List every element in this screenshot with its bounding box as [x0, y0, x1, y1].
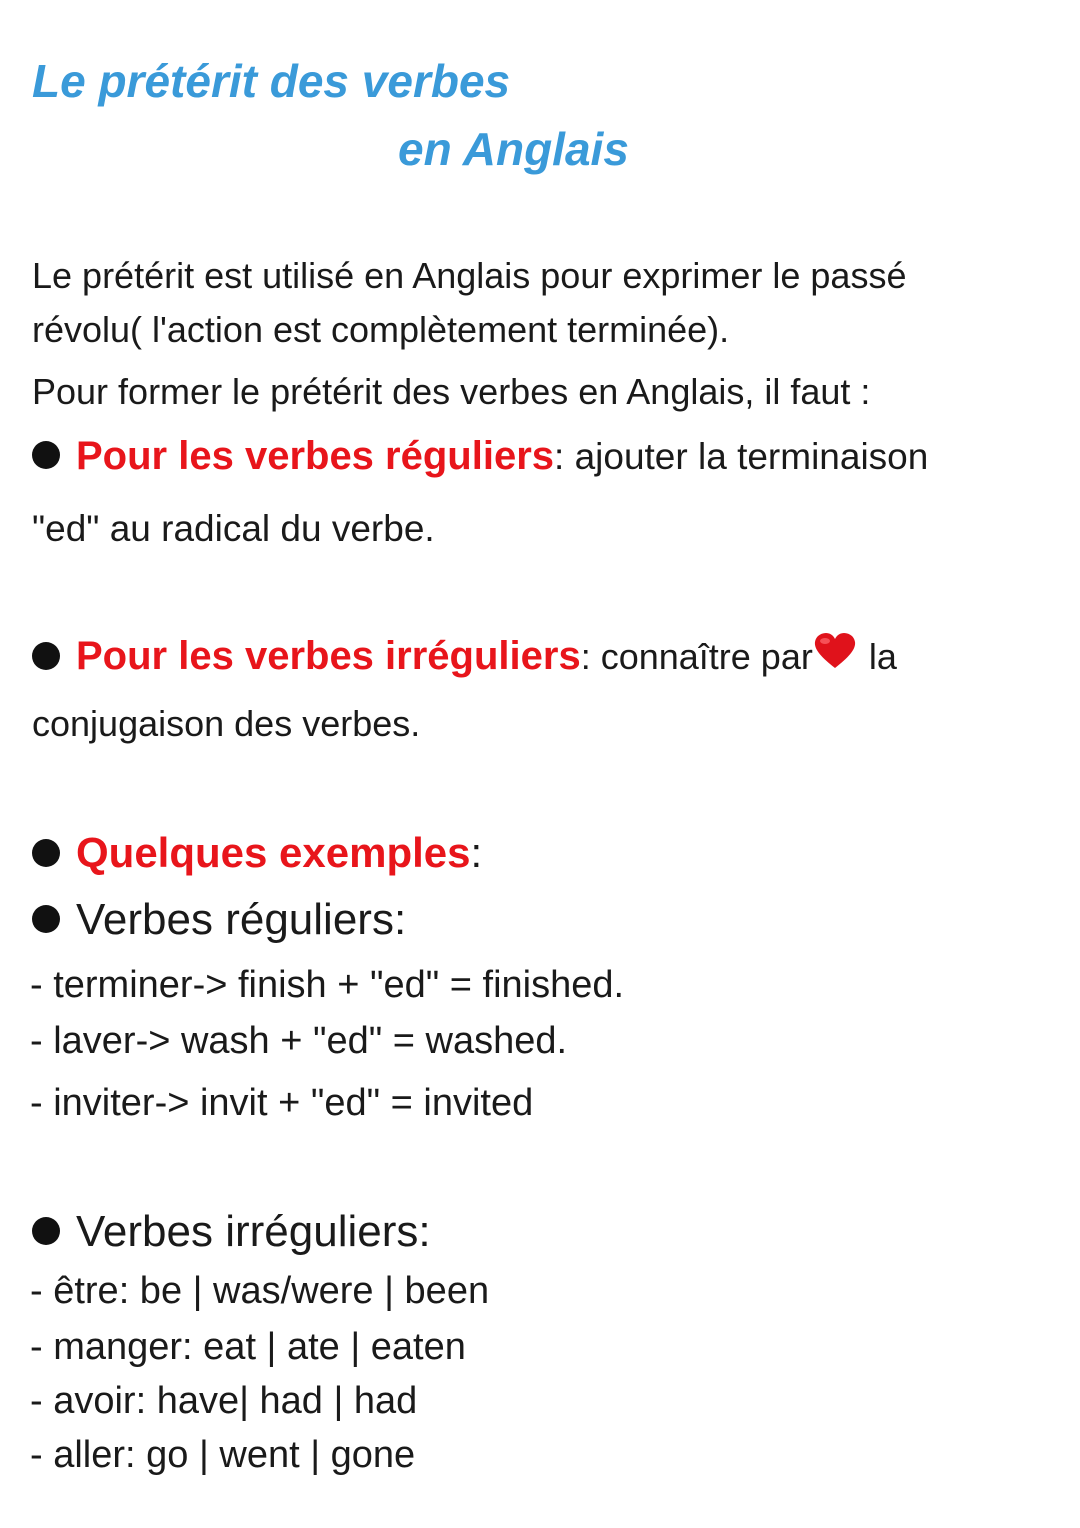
regular-examples-heading [32, 895, 407, 944]
irregular-rule-continuation: conjugaison des verbes. [32, 703, 421, 744]
examples-colon: : [470, 829, 483, 876]
example-item: - avoir: have| had | had [30, 1380, 418, 1422]
bullet-dot [32, 905, 60, 933]
irregular-rule-text-end: la [858, 636, 897, 678]
heart-icon [813, 632, 857, 677]
bullet-dot [32, 441, 60, 469]
irregular-rule-bullet [32, 636, 897, 681]
regular-rule-label: Pour les verbes réguliers [76, 434, 555, 478]
irregular-examples-heading-text: Verbes irréguliers: [76, 1207, 431, 1256]
regular-rule-continuation: "ed" au radical du verbe. [32, 508, 435, 549]
example-item: - terminer-> finish + "ed" = finished. [30, 964, 625, 1006]
irregular-rule-text: : connaître par [580, 636, 813, 678]
page-title-line-2: en Anglais [398, 123, 629, 175]
regular-rule-bullet [32, 436, 928, 476]
page-title-line-1: Le prétérit des verbes [32, 55, 511, 107]
example-item: - être: be | was/were | been [30, 1270, 490, 1312]
bullet-dot [32, 642, 60, 670]
regular-examples-heading-text: Verbes réguliers: [76, 895, 407, 944]
irregular-examples-heading [32, 1207, 431, 1256]
examples-label: Quelques exemples [76, 829, 471, 876]
regular-rule-text: : ajouter la terminaison [554, 436, 929, 477]
intro-line-3: Pour former le prétérit des verbes en Anglais, il faut : [32, 371, 871, 412]
bullet-dot [32, 1217, 60, 1245]
irregular-rule-label: Pour les verbes irréguliers [76, 634, 581, 679]
examples-heading [32, 829, 483, 876]
example-item: - laver-> wash + "ed" = washed. [30, 1020, 568, 1062]
bullet-dot [32, 839, 60, 867]
example-item: - manger: eat | ate | eaten [30, 1326, 466, 1368]
intro-line-1: Le prétérit est utilisé en Anglais pour exprimer le passé [32, 255, 907, 296]
example-item: - aller: go | went | gone [30, 1434, 416, 1476]
intro-line-2: révolu( l'action est complètement terminée). [32, 309, 730, 350]
example-item: - inviter-> invit + "ed" = invited [30, 1082, 534, 1124]
